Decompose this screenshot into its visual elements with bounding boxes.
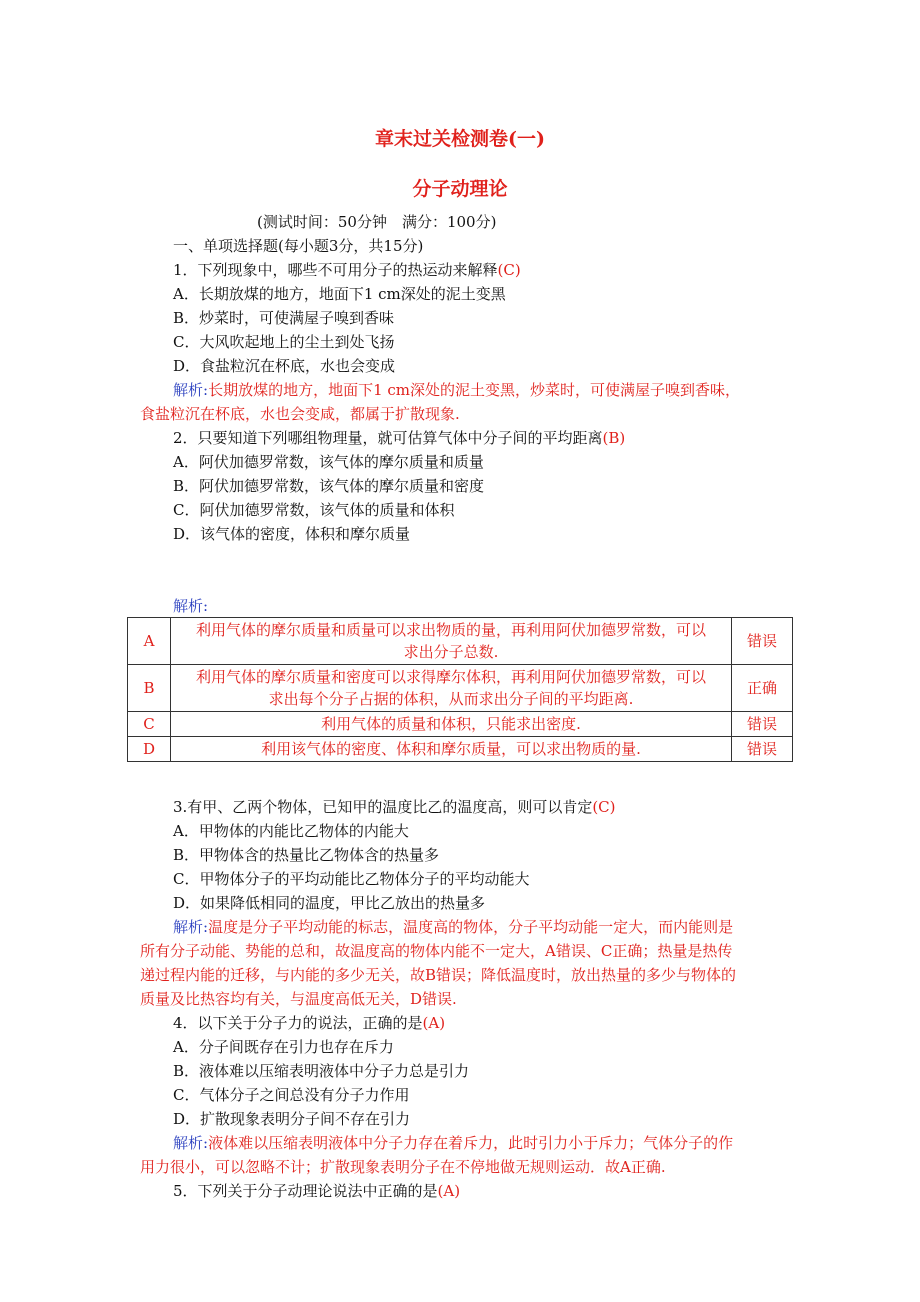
question-2-analysis-label: 解析: [173,597,209,615]
question-4-stem: 4．以下关于分子力的说法，正确的是(A) [173,1014,446,1032]
test-meta: (测试时间：50分钟 满分：100分) [257,213,497,231]
question-5-stem: 5．下列关于分子动理论说法中正确的是(A) [173,1182,461,1200]
question-3-analysis-cont: 递过程内能的迁移，与内能的多少无关，故B错误；降低温度时，放出热量的多少与物体的 [140,966,737,984]
question-4-option-d: D．扩散现象表明分子间不存在引力 [173,1110,411,1128]
question-4-analysis: 解析:液体难以压缩表明液体中分子力存在着斥力，此时引力小于斥力；气体分子的作 [173,1134,734,1152]
question-1-option-a: A．长期放煤的地方，地面下1 cm深处的泥土变黑 [173,285,506,303]
question-1-option-d: D．食盐粒沉在杯底，水也会变成 [173,357,396,375]
table-cell-option: C [128,712,171,737]
question-3-analysis-cont: 所有分子动能、势能的总和，故温度高的物体内能不一定大，A错误、C正确；热量是热传 [140,942,733,960]
question-3-option-c: C．甲物体分子的平均动能比乙物体分子的平均动能大 [173,870,530,888]
question-1-analysis: 解析:长期放煤的地方，地面下1 cm深处的泥土变黑，炒菜时，可使满屋子嗅到香味， [173,381,741,399]
question-3-option-d: D．如果降低相同的温度，甲比乙放出的热量多 [173,894,486,912]
analysis-table [127,617,793,762]
table-cell-option: D [128,737,171,762]
question-3-answer: (C) [592,798,616,816]
question-3-stem: 3.有甲、乙两个物体，已知甲的温度比乙的温度高，则可以肯定(C) [173,798,616,816]
question-4-option-a: A．分子间既存在引力也存在斥力 [173,1038,394,1056]
table-row [128,737,793,762]
question-4-option-b: B．液体难以压缩表明液体中分子力总是引力 [173,1062,470,1080]
section-heading: 一、单项选择题(每小题3分，共15分) [173,237,424,255]
question-4-answer: (A) [422,1014,446,1032]
question-2-option-a: A．阿伏加德罗常数，该气体的摩尔质量和质量 [173,453,484,471]
table-cell-verdict: 错误 [732,618,793,665]
analysis-label: 解析: [173,918,209,936]
question-3-option-b: B．甲物体含的热量比乙物体含的热量多 [173,846,440,864]
question-2-answer: (B) [602,429,626,447]
question-4-analysis-cont: 用力很小，可以忽略不计；扩散现象表明分子在不停地做无规则运动．故A正确. [140,1158,666,1176]
question-3-option-a: A．甲物体的内能比乙物体的内能大 [173,822,409,840]
table-cell-reason: 利用该气体的密度、体积和摩尔质量，可以求出物质的量. [171,737,732,762]
question-2-stem: 2．只要知道下列哪组物理量，就可估算气体中分子间的平均距离(B) [173,429,626,447]
question-1-answer: (C) [497,261,521,279]
table-row [128,665,793,712]
table-row [128,712,793,737]
table-cell-reason: 利用气体的摩尔质量和质量可以求出物质的量，再利用阿伏加德罗常数，可以 求出分子总数. [171,618,732,665]
question-1-stem: 1．下列现象中，哪些不可用分子的热运动来解释(C) [173,261,521,279]
table-cell-verdict: 正确 [732,665,793,712]
table-cell-reason: 利用气体的摩尔质量和密度可以求得摩尔体积，再利用阿伏加德罗常数，可以 求出每个分子占据的体积，从而求出分子间的平均距离. [171,665,732,712]
question-2-option-c: C．阿伏加德罗常数，该气体的质量和体积 [173,501,455,519]
question-2-option-b: B．阿伏加德罗常数，该气体的摩尔质量和密度 [173,477,485,495]
question-1-option-c: C．大风吹起地上的尘土到处飞扬 [173,333,395,351]
question-1-option-b: B．炒菜时，可使满屋子嗅到香味 [173,309,395,327]
table-cell-verdict: 错误 [732,737,793,762]
question-1-analysis-cont: 食盐粒沉在杯底，水也会变咸，都属于扩散现象. [140,405,460,423]
table-cell-option: A [128,618,171,665]
table-cell-reason: 利用气体的质量和体积，只能求出密度. [171,712,732,737]
analysis-label: 解析: [173,381,209,399]
table-cell-option: B [128,665,171,712]
question-3-analysis-cont: 质量及比热容均有关，与温度高低无关，D错误. [140,990,457,1008]
table-cell-verdict: 错误 [732,712,793,737]
page-title: 章末过关检测卷(一) [375,128,545,150]
question-3-analysis: 解析:温度是分子平均动能的标志，温度高的物体，分子平均动能一定大，而内能则是 [173,918,734,936]
analysis-label: 解析: [173,1134,209,1152]
page-subtitle: 分子动理论 [412,178,508,200]
question-4-option-c: C．气体分子之间总没有分子力作用 [173,1086,410,1104]
question-2-option-d: D．该气体的密度，体积和摩尔质量 [173,525,411,543]
table-row [128,618,793,665]
question-5-answer: (A) [437,1182,461,1200]
